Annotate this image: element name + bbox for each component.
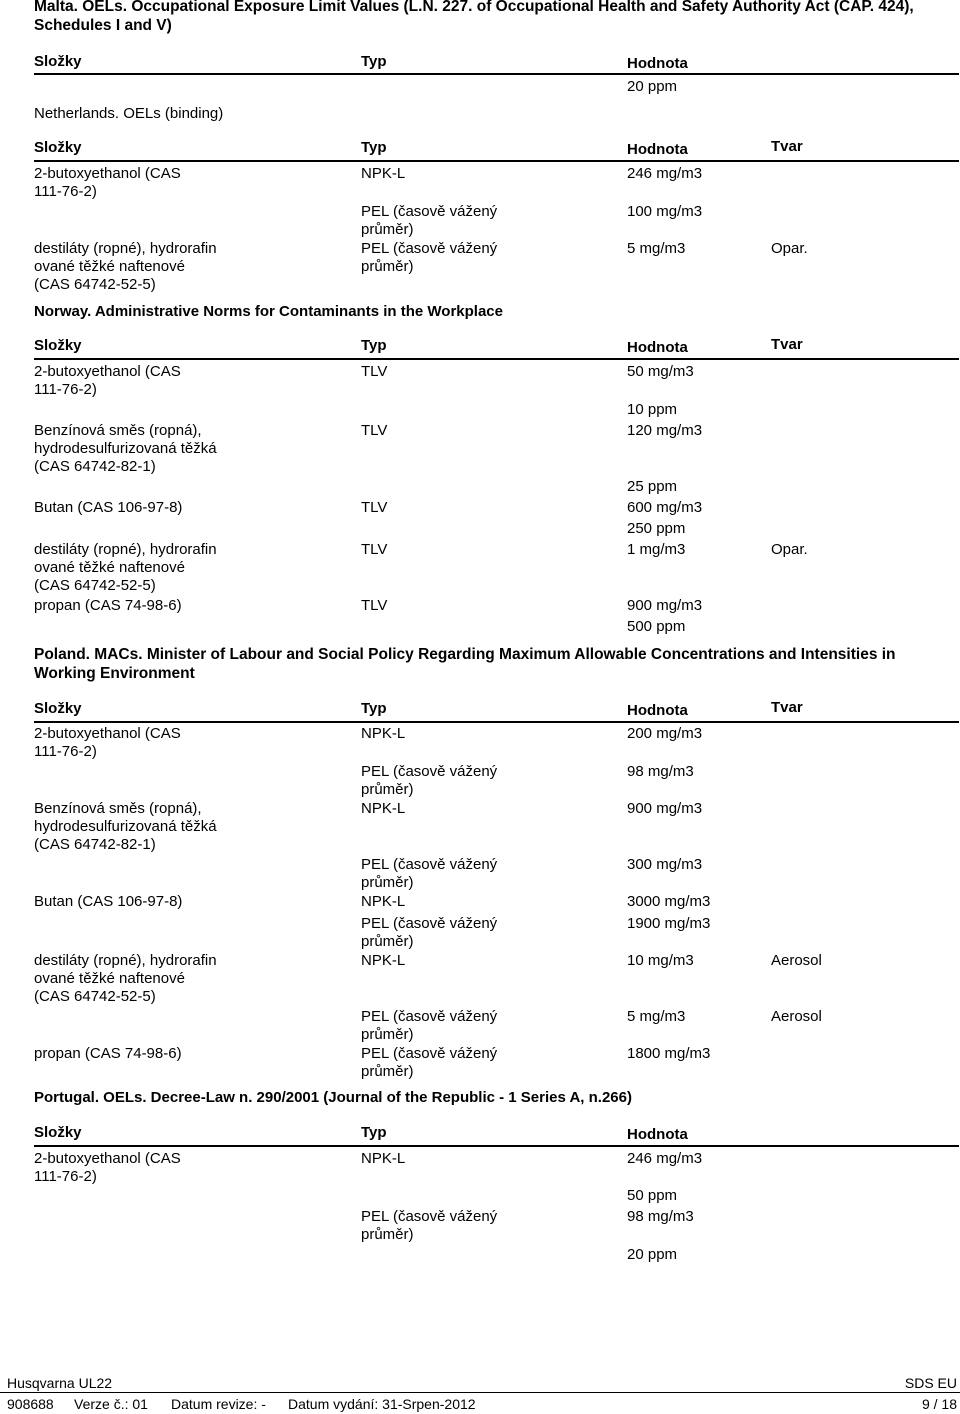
table-cell-value: 246 mg/m3 bbox=[627, 165, 703, 182]
norway-header-form: Tvar bbox=[771, 336, 803, 353]
table-cell-type: NPK-L bbox=[361, 1150, 406, 1167]
table-cell-component: Butan (CAS 106-97-8) bbox=[34, 499, 183, 516]
table-cell-value: 20 ppm bbox=[627, 1246, 678, 1263]
malta-header-type: Typ bbox=[361, 53, 387, 70]
table-cell-value: 10 mg/m3 bbox=[627, 952, 694, 969]
netherlands-header-value: Hodnota bbox=[627, 141, 688, 158]
poland-header-form: Tvar bbox=[771, 699, 803, 716]
table-cell-value: 5 mg/m3 bbox=[627, 1008, 686, 1025]
malta-header-rule bbox=[34, 73, 959, 75]
table-cell-type: TLV bbox=[361, 422, 388, 439]
table-cell-component: 2-butoxyethanol (CAS 111-76-2) bbox=[34, 1150, 181, 1185]
table-cell-form: Aerosol bbox=[771, 1008, 822, 1025]
norway-header-type: Typ bbox=[361, 337, 387, 354]
table-cell-type: PEL (časově vážený průměr) bbox=[361, 240, 498, 275]
poland-header-components: Složky bbox=[34, 700, 82, 717]
table-cell-value: 5 mg/m3 bbox=[627, 240, 686, 257]
footer-page-number: 9 / 18 bbox=[921, 1396, 957, 1412]
malta-header-components: Složky bbox=[34, 53, 82, 70]
table-cell-type: PEL (časově vážený průměr) bbox=[361, 763, 498, 798]
table-cell-type: TLV bbox=[361, 597, 388, 614]
portugal-header-components: Složky bbox=[34, 1124, 82, 1141]
table-cell-value: 1900 mg/m3 bbox=[627, 915, 711, 932]
portugal-header-rule bbox=[34, 1145, 959, 1147]
portugal-section-title: Portugal. OELs. Decree-Law n. 290/2001 (Journal of the Republic - 1 Series A, n.266) bbox=[34, 1089, 632, 1106]
netherlands-header-form: Tvar bbox=[771, 138, 803, 155]
table-cell-value: 120 mg/m3 bbox=[627, 422, 703, 439]
table-cell-form: Opar. bbox=[771, 541, 808, 558]
table-cell-type: PEL (časově vážený průměr) bbox=[361, 203, 498, 238]
norway-header-value: Hodnota bbox=[627, 339, 688, 356]
table-cell-type: NPK-L bbox=[361, 893, 406, 910]
table-cell-type: TLV bbox=[361, 541, 388, 558]
table-cell-value: 250 ppm bbox=[627, 520, 686, 537]
table-cell-type: PEL (časově vážený průměr) bbox=[361, 1045, 498, 1080]
table-cell-value: 300 mg/m3 bbox=[627, 856, 703, 873]
table-cell-type: TLV bbox=[361, 363, 388, 380]
table-cell-type: NPK-L bbox=[361, 165, 406, 182]
portugal-header-value: Hodnota bbox=[627, 1126, 688, 1143]
table-cell-type: PEL (časově vážený průměr) bbox=[361, 1208, 498, 1243]
table-cell-form: Opar. bbox=[771, 240, 808, 257]
table-cell-component: propan (CAS 74-98-6) bbox=[34, 1045, 182, 1062]
table-cell-type: NPK-L bbox=[361, 725, 406, 742]
footer-issue-date: Datum vydání: 31-Srpen-2012 bbox=[288, 1396, 476, 1412]
table-cell-type: NPK-L bbox=[361, 800, 406, 817]
table-cell-value: 500 ppm bbox=[627, 618, 686, 635]
netherlands-header-type: Typ bbox=[361, 139, 387, 156]
norway-header-components: Složky bbox=[34, 337, 82, 354]
table-cell-value: 100 mg/m3 bbox=[627, 203, 703, 220]
poland-header-type: Typ bbox=[361, 700, 387, 717]
table-cell-component: Butan (CAS 106-97-8) bbox=[34, 893, 183, 910]
poland-section-title: Poland. MACs. Minister of Labour and Social Policy Regarding Maximum Allowable Concentrations and Intensities in Working Environment bbox=[34, 646, 896, 682]
table-cell-component: Benzínová směs (ropná), hydrodesulfurizovaná těžká (CAS 64742-82-1) bbox=[34, 800, 217, 853]
table-cell-value: 3000 mg/m3 bbox=[627, 893, 711, 910]
footer-rule bbox=[0, 1392, 960, 1393]
table-cell-component: destiláty (ropné), hydrorafin ované těžké naftenové (CAS 64742-52-5) bbox=[34, 240, 217, 293]
table-cell-value: 50 ppm bbox=[627, 1187, 678, 1204]
table-cell-type: PEL (časově vážený průměr) bbox=[361, 915, 498, 950]
table-cell-type: TLV bbox=[361, 499, 388, 516]
table-cell-component: Benzínová směs (ropná), hydrodesulfurizovaná těžká (CAS 64742-82-1) bbox=[34, 422, 217, 475]
table-cell-form: Aerosol bbox=[771, 952, 822, 969]
table-cell-value: 1800 mg/m3 bbox=[627, 1045, 711, 1062]
table-cell-value: 900 mg/m3 bbox=[627, 597, 703, 614]
footer-revision-date: Datum revize: - bbox=[171, 1396, 266, 1412]
footer-version: Verze č.: 01 bbox=[74, 1396, 148, 1412]
table-cell-component: 2-butoxyethanol (CAS 111-76-2) bbox=[34, 165, 181, 200]
table-cell-component: destiláty (ropné), hydrorafin ované těžké naftenové (CAS 64742-52-5) bbox=[34, 541, 217, 594]
table-cell-type: PEL (časově vážený průměr) bbox=[361, 1008, 498, 1043]
table-cell-component: 2-butoxyethanol (CAS 111-76-2) bbox=[34, 725, 181, 760]
portugal-header-type: Typ bbox=[361, 1124, 387, 1141]
table-cell-value: 98 mg/m3 bbox=[627, 763, 694, 780]
poland-header-value: Hodnota bbox=[627, 702, 688, 719]
table-cell-value: 200 mg/m3 bbox=[627, 725, 703, 742]
table-cell-value: 600 mg/m3 bbox=[627, 499, 703, 516]
table-cell-value: 900 mg/m3 bbox=[627, 800, 703, 817]
poland-header-rule bbox=[34, 721, 959, 723]
footer-doc-type: SDS EU bbox=[904, 1375, 957, 1391]
table-cell-type: PEL (časově vážený průměr) bbox=[361, 856, 498, 891]
malta-header-value: Hodnota bbox=[627, 55, 688, 72]
norway-header-rule bbox=[34, 358, 959, 360]
netherlands-header-components: Složky bbox=[34, 139, 82, 156]
table-cell-component: propan (CAS 74-98-6) bbox=[34, 597, 182, 614]
table-cell-component: destiláty (ropné), hydrorafin ované těžké naftenové (CAS 64742-52-5) bbox=[34, 952, 217, 1005]
malta-section-title: Malta. OELs. Occupational Exposure Limit Values (L.N. 227. of Occupational Health and Safety Authority Act (CAP. 424), Schedules I and V) bbox=[34, 0, 914, 34]
table-cell-value: 50 mg/m3 bbox=[627, 363, 694, 380]
footer-code: 908688 bbox=[7, 1396, 54, 1412]
norway-section-title: Norway. Administrative Norms for Contaminants in the Workplace bbox=[34, 303, 503, 320]
table-cell-value: 1 mg/m3 bbox=[627, 541, 686, 558]
table-cell-value: 10 ppm bbox=[627, 401, 678, 418]
footer-product-name: Husqvarna UL22 bbox=[7, 1375, 113, 1391]
table-cell-value: 246 mg/m3 bbox=[627, 1150, 703, 1167]
netherlands-section-title: Netherlands. OELs (binding) bbox=[34, 105, 224, 122]
netherlands-header-rule bbox=[34, 160, 959, 162]
table-cell-value: 20 ppm bbox=[627, 78, 678, 95]
table-cell-component: 2-butoxyethanol (CAS 111-76-2) bbox=[34, 363, 181, 398]
table-cell-value: 25 ppm bbox=[627, 478, 678, 495]
table-cell-value: 98 mg/m3 bbox=[627, 1208, 694, 1225]
table-cell-type: NPK-L bbox=[361, 952, 406, 969]
